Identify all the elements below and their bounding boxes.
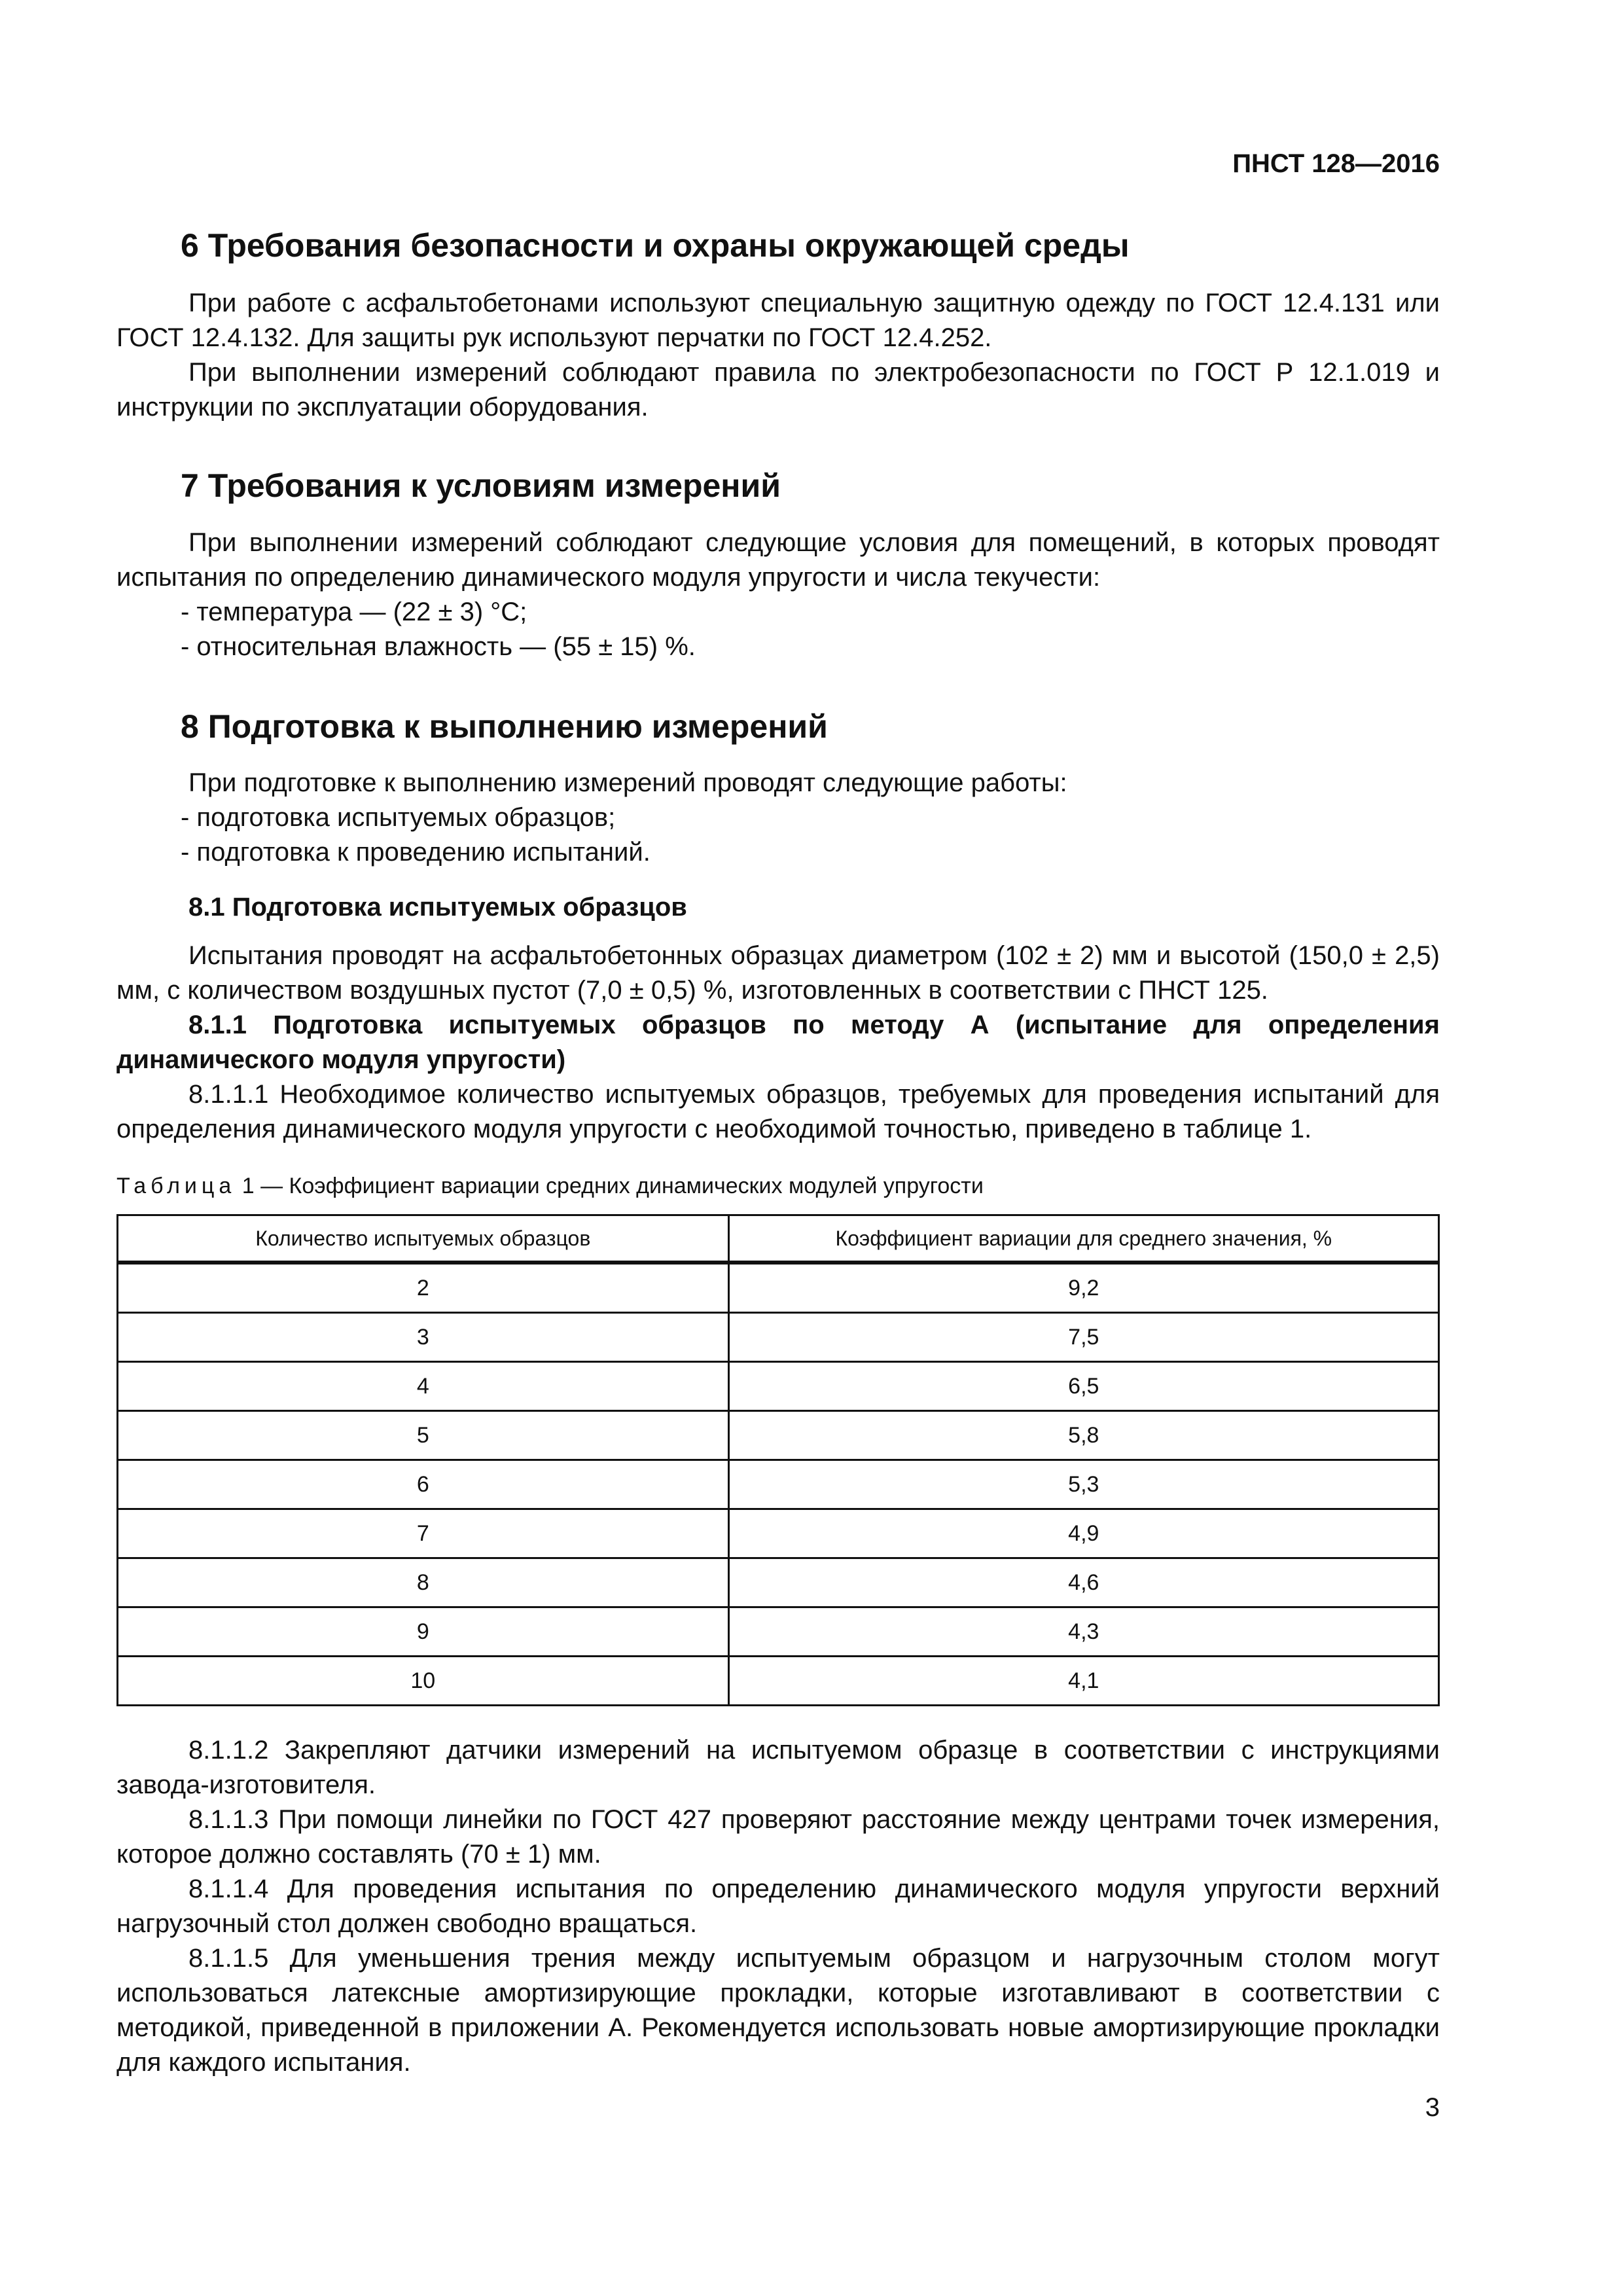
- table-row: [118, 1607, 1439, 1657]
- table-cell: 2: [118, 1263, 729, 1313]
- table-caption-text: 1 — Коэффициент вариации средних динамических модулей упругости: [236, 1174, 984, 1198]
- subsection-8-1-1-5-paragraph: 8.1.1.5 Для уменьшения трения между испытуемым образцом и нагрузочным столом могут использоваться латексные амортизирующие прокладки, которые изготавливают в соответствии с методикой, приведенной в приложении А. Рекомендуется использовать новые амортизирующие прокладки для каждого испытания.: [116, 1944, 1440, 2077]
- section-8-list-item: - подготовка испытуемых образцов;: [181, 803, 616, 832]
- subsection-8-1-1-1-paragraph: 8.1.1.1 Необходимое количество испытуемых образцов, требуемых для проведения испытаний для определения динамического модуля упругости с необходимой точностью, приведено в таблице 1.: [116, 1080, 1440, 1143]
- subsection-8-1-body: [116, 939, 1440, 1147]
- table-row: [118, 1411, 1439, 1460]
- subsection-8-1-1-heading: 8.1.1 Подготовка испытуемых образцов по методу А (испытание для определения динамического модуля упругости): [116, 1011, 1440, 1074]
- table-1: [116, 1214, 1440, 1706]
- table-header-row: [118, 1215, 1439, 1263]
- table-cell: 6: [118, 1460, 729, 1509]
- table-row: [118, 1313, 1439, 1362]
- section-8-title: 8 Подготовка к выполнению измерений: [181, 708, 828, 745]
- table-cell: 4: [118, 1362, 729, 1411]
- document-page: [116, 0, 1440, 2296]
- subsection-8-1-title: 8.1 Подготовка испытуемых образцов: [188, 893, 687, 922]
- section-6-paragraph-2: При выполнении измерений соблюдают правила по электробезопасности по ГОСТ Р 12.1.019 и инструкции по эксплуатации оборудования.: [116, 358, 1440, 422]
- section-7-paragraph-1: При выполнении измерений соблюдают следующие условия для помещений, в которых проводят испытания по определению динамического модуля упругости и числа текучести:: [116, 528, 1440, 592]
- table-header-cell: Коэффициент вариации для среднего значения, %: [728, 1215, 1438, 1263]
- section-6-paragraph-1: При работе с асфальтобетонами используют специальную защитную одежду по ГОСТ 12.4.131 или ГОСТ 12.4.132. Для защиты рук используют перчатки по ГОСТ 12.4.252.: [116, 289, 1440, 352]
- section-7-list-item: - температура — (22 ± 3) °С;: [181, 598, 527, 626]
- subsection-8-1-1-2-paragraph: 8.1.1.2 Закрепляют датчики измерений на испытуемом образце в соответствии с инструкциями завода-изготовителя.: [116, 1736, 1440, 1799]
- section-7-title: 7 Требования к условиям измерений: [181, 467, 781, 504]
- document-code: ПНСТ 128—2016: [1232, 149, 1440, 178]
- section-6-body: [116, 286, 1440, 425]
- table-cell: 7,5: [728, 1313, 1438, 1362]
- table-cell: 5,3: [728, 1460, 1438, 1509]
- table-1-caption: [116, 1172, 984, 1200]
- section-8-list-item: - подготовка к проведению испытаний.: [181, 838, 651, 867]
- table-cell: 3: [118, 1313, 729, 1362]
- section-8-body: [116, 766, 1440, 870]
- table-cell: 4,6: [728, 1558, 1438, 1607]
- table-cell: 7: [118, 1509, 729, 1558]
- page-number: 3: [1425, 2093, 1440, 2122]
- subsection-8-1-paragraph: Испытания проводят на асфальтобетонных образцах диаметром (102 ± 2) мм и высотой (150,0 ± 2,5) мм, с количеством воздушных пустот (7,0 ± 0,5) %, изготовленных в соответствии с ПНСТ 125.: [116, 941, 1440, 1005]
- table-cell: 8: [118, 1558, 729, 1607]
- subsection-8-1-1-4-paragraph: 8.1.1.4 Для проведения испытания по определению динамического модуля упругости верхний нагрузочный стол должен свободно вращаться.: [116, 1874, 1440, 1938]
- table-cell: 4,1: [728, 1657, 1438, 1706]
- table-cell: 5: [118, 1411, 729, 1460]
- table-cell: 9,2: [728, 1263, 1438, 1313]
- subsection-8-1-1-continued: [116, 1733, 1440, 2080]
- subsection-8-1-1-3-paragraph: 8.1.1.3 При помощи линейки по ГОСТ 427 проверяют расстояние между центрами точек измерения, которое должно составлять (70 ± 1) мм.: [116, 1805, 1440, 1869]
- table-caption-label: Таблица: [116, 1174, 236, 1198]
- table-cell: 9: [118, 1607, 729, 1657]
- table-cell: 10: [118, 1657, 729, 1706]
- table-cell: 5,8: [728, 1411, 1438, 1460]
- table-row: [118, 1460, 1439, 1509]
- table-header-cell: Количество испытуемых образцов: [118, 1215, 729, 1263]
- table-row: [118, 1657, 1439, 1706]
- section-7-list-item: - относительная влажность — (55 ± 15) %.: [181, 632, 696, 661]
- section-6-title: 6 Требования безопасности и охраны окружающей среды: [181, 227, 1130, 264]
- section-7-body: [116, 526, 1440, 664]
- table-row: [118, 1362, 1439, 1411]
- table-row: [118, 1263, 1439, 1313]
- table-cell: 4,3: [728, 1607, 1438, 1657]
- section-8-paragraph-1: При подготовке к выполнению измерений проводят следующие работы:: [188, 768, 1067, 797]
- table-row: [118, 1509, 1439, 1558]
- table-cell: 6,5: [728, 1362, 1438, 1411]
- table-cell: 4,9: [728, 1509, 1438, 1558]
- table-row: [118, 1558, 1439, 1607]
